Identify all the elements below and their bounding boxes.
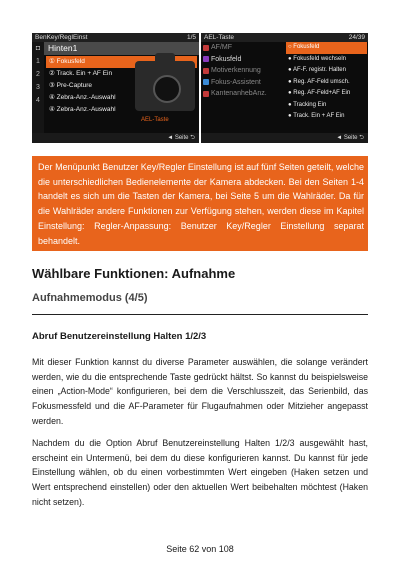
paragraph: Nachdem du die Option Abruf Benutzereinstellung Halten 1/2/3 ausgewählt hast, erscheint ein Untermenü, bei dem du diese konfigurieren kannst. Du kannst für jede Einstellung wählen, ob du einen vorbestimmten Wert eingeben (Haken setzen und Wert entsprechend einstellen) oder den aktuellen Wert beibehalten möchtest (Haken nicht setzen).: [32, 438, 368, 507]
footer-label: Seite: [343, 135, 358, 141]
option-item: ③ Pre-Capture: [49, 82, 93, 89]
menu-sidebar: [32, 42, 44, 143]
screen-title: AEL-Taste: [204, 34, 234, 41]
screen-header: [32, 33, 199, 42]
screen-page: 24/39: [348, 34, 365, 41]
screen-header: [201, 33, 368, 42]
screen-footer: ◄ Seite ⮌: [201, 133, 368, 143]
sidebar-item: 4: [36, 97, 40, 104]
screen-subtitle: Hinten1: [44, 42, 199, 55]
category-item: AF/MF: [201, 42, 291, 54]
option-item: ④ Zebra-Anz.-Auswahl: [49, 106, 116, 113]
camera-body-illustration: [135, 61, 195, 123]
option-item: ④ Zebra-Anz.-Auswahl: [49, 94, 116, 101]
paragraph: Mit dieser Funktion kannst du diverse Parameter auswählen, die solange verändert werden, wie du die entsprechende Taste gedrückt hältst. So kannst du beispielsweise einen „Action-Mode“ konfigurieren, bei dem die Verschlusszeit, das Serienbild, das Fokusmessfeld und die AF-Parameter für Flugaufnahmen oder Mitzieher angepasst werden.: [32, 357, 368, 426]
function-item: ● Tracking Ein: [288, 101, 327, 108]
screen-title: BenKey/ReglEinst: [35, 34, 88, 41]
camera-button-label: AEL-Taste: [141, 117, 169, 123]
sidebar-item: 2: [36, 71, 40, 78]
category-item: KantenanhebAnz.: [201, 88, 291, 100]
footer-label: Seite: [174, 135, 189, 141]
category-item: Fokusfeld: [201, 54, 291, 66]
section-heading: Wählbare Funktionen: Aufnahme: [32, 266, 236, 281]
menu-screen-ael: [201, 33, 368, 143]
screen-page: 1/5: [186, 34, 196, 41]
subsection-heading: Aufnahmemodus (4/5): [32, 292, 148, 304]
function-list: [286, 42, 367, 123]
menu-screen-benkey: [32, 33, 199, 143]
screen-footer: ◄ Seite ⮌: [32, 133, 199, 143]
option-item: ① Fokusfeld: [46, 56, 197, 68]
function-item: ● Track. Ein + AF Ein: [288, 113, 345, 119]
option-item: ② Track. Ein + AF Ein: [49, 70, 113, 77]
function-item: ○ Fokusfeld: [286, 42, 367, 54]
camera-icon: ◘: [35, 45, 41, 52]
category-item: Fokus-Assistent: [201, 77, 291, 89]
function-item: ● Reg. AF-Feld umsch.: [288, 78, 350, 85]
function-title: Abruf Benutzereinstellung Halten 1/2/3: [32, 331, 207, 342]
camera-lens: [153, 75, 181, 103]
camera-hump: [155, 53, 175, 63]
function-item: ● Reg. AF-Feld+AF Ein: [288, 90, 351, 96]
option-label: Zebra-Anz.-Auswahl: [56, 94, 116, 101]
option-label: Fokusfeld: [56, 58, 85, 65]
sidebar-item: 1: [36, 58, 40, 65]
category-item: Motiverkennung: [201, 65, 291, 77]
camera-menu-screenshots: [32, 33, 368, 143]
sidebar-item: 3: [36, 84, 40, 91]
option-label: Zebra-Anz.-Auswahl: [56, 106, 116, 113]
function-item: ● AF-F. registr. Halten: [288, 67, 346, 73]
divider: [32, 314, 368, 315]
page-number: Seite 62 von 108: [166, 544, 234, 554]
function-item: ● Fokusfeld wechseln: [288, 55, 346, 62]
option-label: Track. Ein + AF Ein: [56, 70, 113, 77]
info-box: Der Menüpunkt Benutzer Key/Regler Einstellung ist auf fünf Seiten geteilt, welche die unterschiedlichen Bedienelemente der Kamera abdecken. Bei den Seiten 1-4 handelt es sich um die Tasten der Kamera, bei Seite 5 um die Wahlräder. Da für die Wahlräder andere Funktionen zur Verfügung stehen, werden diese im Kapitel Einstellung: Regler-Anpassung: Benutzer Key/Regler Einstellung separat behandelt.: [32, 156, 368, 251]
category-list: [201, 42, 291, 100]
option-label: Pre-Capture: [56, 82, 93, 89]
